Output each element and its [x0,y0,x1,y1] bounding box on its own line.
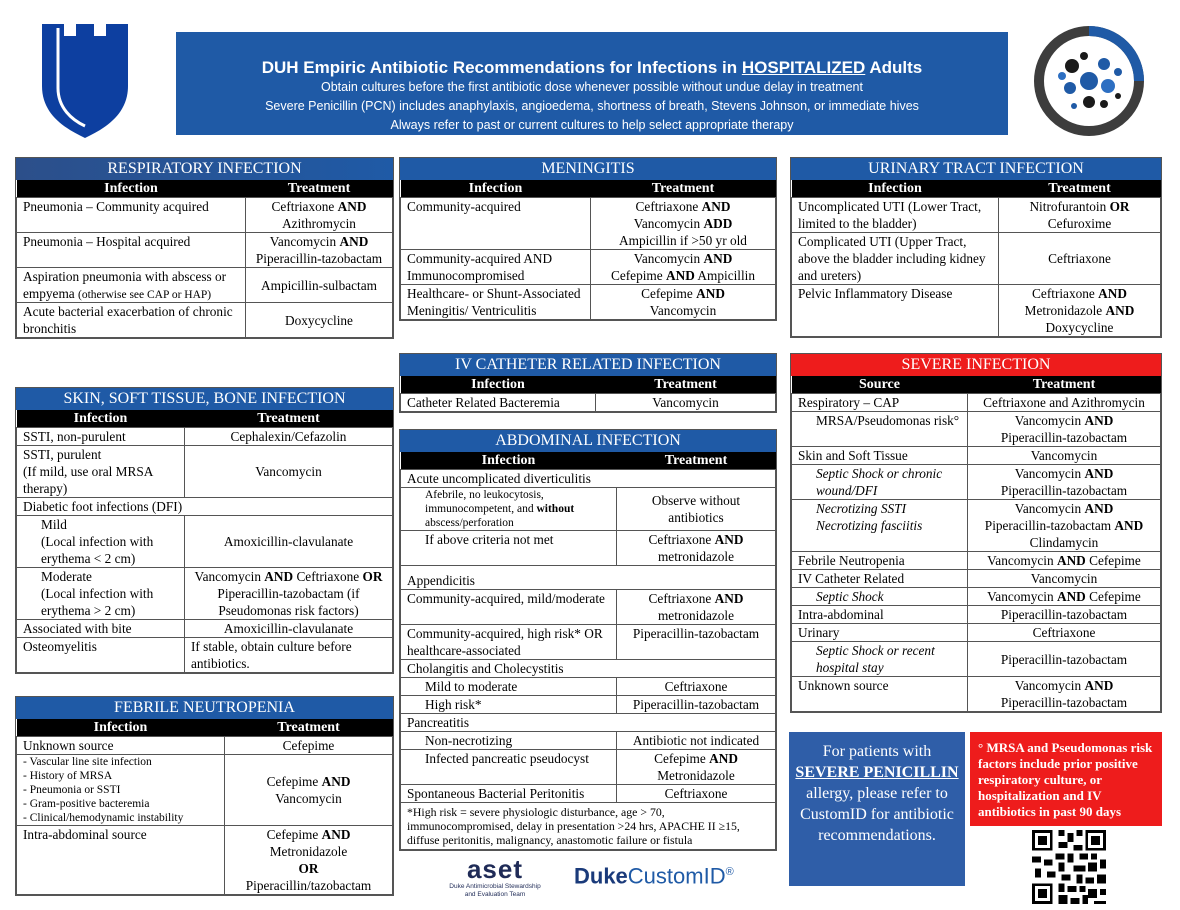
table-row [401,803,776,850]
table-row: Intra-abdominal source Cefepime AND Metronidazole OR Piperacillin/tazobactam [17,826,393,895]
section-title: IV CATHETER RELATED INFECTION [400,354,776,376]
table-row: Complicated UTI (Upper Tract, above the bladder including kidney and ureters) Ceftriaxone [792,233,1161,285]
table-row: Spontaneous Bacterial Peritonitis Ceftriaxone [401,785,776,803]
table-row: If above criteria not met Ceftriaxone AND metronidazole [401,531,776,566]
col-infection: Infection [17,180,246,198]
table-row: Pelvic Inflammatory Disease Ceftriaxone AND Metronidazole AND Doxycycline [792,285,1161,337]
table-row: SSTI, purulent (If mild, use oral MRSA therapy) Vancomycin [17,446,393,498]
table-row: Aspiration pneumonia with abscess or empyema (otherwise see CAP or HAP) Ampicillin-sulbactam [17,268,393,303]
table-row: Cholangitis and Cholecystitis [401,660,776,678]
table-row: Pneumonia – Hospital acquired Vancomycin AND Piperacillin-tazobactam [17,233,393,268]
header-subtitle-3: Always refer to past or current cultures to help select appropriate therapy [390,118,794,132]
table-row: Unknown source Vancomycin AND Piperacillin-tazobactam [792,677,1161,712]
section-title: ABDOMINAL INFECTION [400,430,776,452]
respiratory-infection-section [15,157,394,339]
urinary-tract-section: URINARY TRACT INFECTION Infection Treatment Uncomplicated UTI (Lower Tract, limited to the bladder) Nitrofurantoin OR Cefuroxime Complicated UTI (Upper Tract, above the bladder including kidney and ureters) Ceftriaxone Pelvic Inflammatory Disease Ceftriaxone AND Metronidazole AND Doxycycline [790,157,1162,338]
table-row: Uncomplicated UTI (Lower Tract, limited to the bladder) Nitrofurantoin OR Cefuroxime [792,198,1161,233]
page-header [176,32,1008,135]
header-subtitle-1: Obtain cultures before the first antibiotic dose whenever possible without undue delay in treatment [321,80,863,94]
table-row: Osteomyelitis If stable, obtain culture before antibiotics. [17,638,393,673]
table-row: High risk* Piperacillin-tazobactam [401,696,776,714]
stewardship-dots-logo [1034,26,1144,136]
table-row: Diabetic foot infections (DFI) [17,498,393,516]
table-row: Pneumonia – Community acquired Ceftriaxone AND Azithromycin [17,198,393,233]
duke-customid-logo: DukeCustomID® [574,863,734,889]
table-row: Appendicitis [401,566,776,590]
qr-code[interactable] [1032,830,1106,904]
mrsa-risk-factors-note: ° MRSA and Pseudomonas risk factors include prior positive respiratory culture, or hospitalization and IV antibiotics in past 90 days [970,732,1162,826]
table-row: Pancreatitis [401,714,776,732]
table-row: Septic Shock or chronic wound/DFI Vancomycin AND Piperacillin-tazobactam [792,465,1161,500]
section-title: SEVERE INFECTION [791,354,1161,376]
table-row: Moderate (Local infection with erythema > 2 cm) Vancomycin AND Ceftriaxone OR Piperacillin-tazobactam (if Pseudomonas risk factors) [17,568,393,620]
febrile-neutropenia-section: FEBRILE NEUTROPENIA Infection Treatment Unknown source Cefepime - Vascular line site infection - History of MRSA - Pneumonia or SSTI - Gram-positive bacteremia - Clinical/hemodynamic instability Cefepime AND Vancomycin Intra-abdominal source Cefepime AND Metronidazole OR Piperacillin/tazobactam [15,696,394,896]
table-row: Associated with bite Amoxicillin-clavulanate [17,620,393,638]
table-row: Unknown source Cefepime [17,737,393,755]
table-row: Intra-abdominal Piperacillin-tazobactam [792,606,1161,624]
section-title: RESPIRATORY INFECTION [16,158,393,180]
high-risk-footnote: *High risk = severe physiologic disturbance, age > 70, immunocompromised, delay in presentation >24 hrs, APACHE II ≥15, diffuse peritonitis, malignancy, anastomotic failure or fistula [401,803,776,850]
abdominal-infection-section: ABDOMINAL INFECTION Infection Treatment Acute uncomplicated diverticulitis Afebrile, no leukocytosis, immunocompetent, and without abscess/perforation Observe without antibiotics If above criteria not met Ceftriaxone AND metronidazole Appendicitis Community-acquired, mild/moderate Ceftriaxone AND metronidazole Community-acquired, high risk* OR healthcare-associated Piperacillin-tazobactam Cholangitis and Cholecystitis Mild to moderate Ceftriaxone High risk* Piperacillin-tazobactam Pancreatitis Non-necrotizing Antibiotic not indicated Infected pancreatic pseudocyst Cefepime AND Metronidazole Spontaneous Bacterial Peritonitis Ceftriaxone *High risk = severe physiologic disturbance, age > 70, immunocompromised, delay in presentation >24 hrs, APACHE II ≥15, diffuse peritonitis, malignancy, anastomotic failure or fistula [399,429,777,851]
section-title: FEBRILE NEUTROPENIA [16,697,393,719]
severe-penicillin-note: For patients with SEVERE PENICILLIN allergy, please refer to CustomID for antibiotic recommendations. [789,732,965,886]
section-title: URINARY TRACT INFECTION [791,158,1161,180]
table-row: Urinary Ceftriaxone [792,624,1161,642]
aset-logo: aset Duke Antimicrobial Stewardship and Evaluation Team [449,854,541,898]
table-row: Afebrile, no leukocytosis, immunocompetent, and without abscess/perforation Observe without antibiotics [401,488,776,531]
table-row: Mild to moderate Ceftriaxone [401,678,776,696]
header-subtitle-2: Severe Penicillin (PCN) includes anaphylaxis, angioedema, shortness of breath, Stevens Johnson, or immediate hives [265,99,919,113]
table-row: Acute uncomplicated diverticulitis [401,470,776,488]
section-title: MENINGITIS [400,158,776,180]
table-row: Healthcare- or Shunt-Associated Meningitis/ Ventriculitis Cefepime AND Vancomycin [401,285,776,320]
table-row: Respiratory – CAP Ceftriaxone and Azithromycin [792,394,1161,412]
table-row: Community-acquired AND Immunocompromised Vancomycin AND Cefepime AND Ampicillin [401,250,776,285]
table-row: SSTI, non-purulent Cephalexin/Cefazolin [17,428,393,446]
table-row: Catheter Related Bacteremia Vancomycin [401,394,776,412]
col-treatment: Treatment [246,180,393,198]
table-row: Necrotizing SSTI Necrotizing fasciitis Vancomycin AND Piperacillin-tazobactam AND Clindamycin [792,500,1161,552]
table-row: IV Catheter Related Vancomycin [792,570,1161,588]
skin-soft-tissue-bone-section: SKIN, SOFT TISSUE, BONE INFECTION Infection Treatment SSTI, non-purulent Cephalexin/Cefazolin SSTI, purulent (If mild, use oral MRSA therapy) Vancomycin Diabetic foot infections (DFI) Mild (Local infection with erythema < 2 cm) Amoxicillin-clavulanate Moderate (Local infection with erythema > 2 cm) Vancomycin AND Ceftriaxone OR Piperacillin-tazobactam (if Pseudomonas risk factors) Associated with bite Amoxicillin-clavulanate Osteomyelitis If stable, obtain culture before antibiotics. [15,387,394,674]
table-row: MRSA/Pseudomonas risk° Vancomycin AND Piperacillin-tazobactam [792,412,1161,447]
meningitis-section: MENINGITIS Infection Treatment Community-acquired Ceftriaxone AND Vancomycin ADD Ampicillin if >50 yr old Community-acquired AND Immunocompromised Vancomycin AND Cefepime AND Ampicillin Healthcare- or Shunt-Associated Meningitis/ Ventriculitis Cefepime AND Vancomycin [399,157,777,321]
table-row: Non-necrotizing Antibiotic not indicated [401,732,776,750]
table-row: Septic Shock Vancomycin AND Cefepime [792,588,1161,606]
table-row: Community-acquired, mild/moderate Ceftriaxone AND metronidazole [401,590,776,625]
table-row: Mild (Local infection with erythema < 2 cm) Amoxicillin-clavulanate [17,516,393,568]
table-row: Febrile Neutropenia Vancomycin AND Cefepime [792,552,1161,570]
table-row: Acute bacterial exacerbation of chronic bronchitis Doxycycline [17,303,393,338]
table-row: Community-acquired, high risk* OR healthcare-associated Piperacillin-tazobactam [401,625,776,660]
table-row: Infected pancreatic pseudocyst Cefepime AND Metronidazole [401,750,776,785]
table-row: Community-acquired Ceftriaxone AND Vancomycin ADD Ampicillin if >50 yr old [401,198,776,250]
page-title: DUH Empiric Antibiotic Recommendations for Infections in HOSPITALIZED Adults [261,58,923,77]
section-title: SKIN, SOFT TISSUE, BONE INFECTION [16,388,393,410]
duke-shield-logo [38,24,132,138]
severe-infection-section: SEVERE INFECTION Source Treatment Respiratory – CAP Ceftriaxone and Azithromycin MRSA/Pseudomonas risk° Vancomycin AND Piperacillin-tazobactam Skin and Soft Tissue Vancomycin Septic Shock or chronic wound/DFI Vancomycin AND Piperacillin-tazobactam Necrotizing SSTI Necrotizing fasciitis Vancomycin AND Piperacillin-tazobactam AND Clindamycin Febrile Neutropenia Vancomycin AND Cefepime IV Catheter Related Vancomycin Septic Shock Vancomycin AND Cefepime Intra-abdominal Piperacillin-tazobactam Urinary Ceftriaxone Septic Shock or recent hospital stay Piperacillin-tazobactam Unknown source Vancomycin AND Piperacillin-tazobactam [790,353,1162,713]
table-row: Septic Shock or recent hospital stay Piperacillin-tazobactam [792,642,1161,677]
table-row: - Vascular line site infection - History of MRSA - Pneumonia or SSTI - Gram-positive bacteremia - Clinical/hemodynamic instability Cefepime AND Vancomycin [17,755,393,826]
table-row: Skin and Soft Tissue Vancomycin [792,447,1161,465]
iv-catheter-section: IV CATHETER RELATED INFECTION Infection Treatment Catheter Related Bacteremia Vancomycin [399,353,777,413]
